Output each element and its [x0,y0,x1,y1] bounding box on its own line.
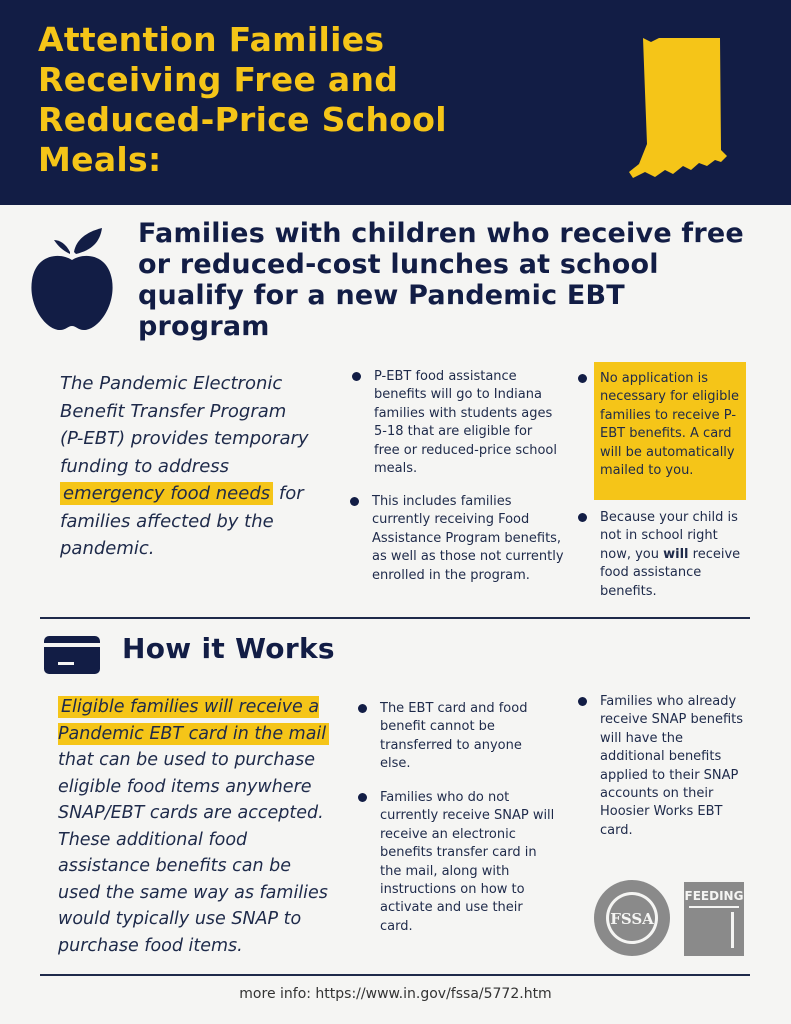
how-body-text: that can be used to purchase eligible food items anywhere SNAP/EBT cards are accepted. These additional food assistance benefits can be used the same way as families would typically use SNAP to purchase food items. [58,750,328,956]
more-info-footer: more info: https://www.in.gov/fssa/5772.htm [239,986,552,1002]
description-text-end: for families affected by the pandemic. [60,483,304,559]
apple-icon [30,226,114,334]
how-it-works-description [58,694,338,959]
bullet-text: No application is necessary for eligible families to receive P-EBT benefits. A card will be automatically mailed to you. [600,371,740,479]
bullet-text: This includes families currently receiving Food Assistance Program benefits, as well as those not currently enrolled in the program. [372,494,564,583]
bullet-text-bold: will [663,546,689,562]
bullet-dot-icon [578,513,587,522]
bullet-dot-icon [578,697,587,706]
program-heading: Families with children who receive free or reduced-cost lunches at school qualify for a new Pandemic EBT program [138,218,744,342]
bullet-text-end: receive food assistance benefits. [600,546,741,599]
feeding-indianas-hungry-logo [684,882,744,956]
feeding-logo-top: FEEDING [684,889,744,903]
bullet-item-highlighted [600,370,745,480]
fssa-logo-text: FSSA [610,910,654,928]
bullet-text: Because your child is not in school right now, you [600,510,738,562]
bullet-text: P-EBT food assistance benefits will go to Indiana families with students ages 5-18 that are eligible for free or reduced-price school meals. [374,369,557,477]
bullet-dot-icon [352,372,361,381]
section-divider [40,617,750,619]
how-it-works-title: How it Works [122,632,335,665]
bullet-item [374,368,559,478]
highlight-eligible-families: Eligible families will receive a Pandemic EBT card in the mail [58,696,329,745]
bullet-text: Families who already receive SNAP benefits will have the additional benefits applied to their SNAP accounts on their Hoosier Works EBT card. [600,694,744,838]
bullet-text: Families who do not currently receive SNAP will receive an electronic benefits transfer card in the mail, along with instructions on how to activate and use their card. [380,790,555,934]
bullet-item [372,493,567,585]
bullet-item [600,509,750,601]
footer-divider [40,974,750,976]
page-title: Attention Families Receiving Free and Reduced-Price School Meals: [38,20,447,179]
bullet-dot-icon [358,793,367,802]
description-text: The Pandemic Electronic Benefit Transfer Program (P-EBT) provides temporary funding to address [60,373,309,477]
highlight-emergency-food-needs: emergency food needs [60,482,273,505]
bullet-item [380,789,555,936]
ebt-card-icon [44,636,100,674]
header-banner [0,0,791,205]
program-description [60,370,315,563]
fssa-logo [592,878,672,958]
indiana-state-icon [625,32,740,182]
bullet-dot-icon [578,374,587,383]
bullet-text: The EBT card and food benefit cannot be transferred to anyone else. [380,701,528,772]
bullet-dot-icon [350,497,359,506]
bullet-item [600,693,750,840]
bullet-item [380,700,545,774]
bullet-dot-icon [358,704,367,713]
